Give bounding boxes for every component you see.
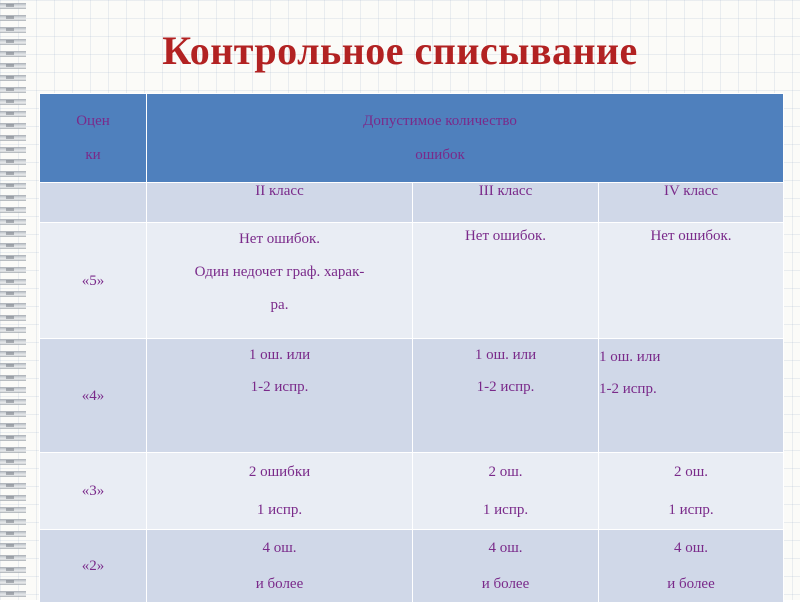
class-header-row <box>40 183 784 223</box>
table-cell <box>599 339 784 453</box>
class-label-4: IV класс <box>599 183 784 223</box>
cell-line: и более <box>481 576 530 592</box>
cell-line: 2 ош. <box>488 464 523 480</box>
cell-line: и более <box>255 576 304 592</box>
header-grades-line-2: ки <box>85 147 101 163</box>
cell-line: 4 ош. <box>262 540 297 556</box>
cell-line: 1-2 испр. <box>476 379 535 395</box>
table-header-row <box>40 94 784 183</box>
cell-line: Нет ошибок. <box>650 228 732 244</box>
spiral-holes <box>6 0 14 600</box>
cell-line: Один недочет граф. харак- <box>194 264 365 280</box>
table-cell <box>413 339 599 453</box>
cell-line: 1 ош. или <box>248 347 311 363</box>
table-cell <box>599 223 784 339</box>
cell-line: и более <box>667 576 715 592</box>
cell-line: Нет ошибок. <box>464 228 547 244</box>
table-row-grade-3 <box>40 453 784 530</box>
header-errors-cell <box>147 94 784 183</box>
grade-cell: «3» <box>40 453 147 530</box>
cell-line: 1-2 испр. <box>599 381 657 397</box>
table-cell <box>413 530 599 603</box>
cell-line: 2 ошибки <box>248 464 311 480</box>
cell-line: 1 ош. или <box>474 347 537 363</box>
cell-line: 4 ош. <box>488 540 523 556</box>
table-cell <box>599 530 784 603</box>
table-cell <box>413 453 599 530</box>
table-row-grade-4 <box>40 339 784 453</box>
header-errors-line-2: ошибок <box>415 147 465 163</box>
header-grades-line-1: Оцен <box>76 113 110 129</box>
header-errors-line-1: Допустимое количество <box>363 113 517 129</box>
cell-line: 1 испр. <box>482 502 529 518</box>
table-cell <box>413 223 599 339</box>
cell-line: 4 ош. <box>673 540 709 556</box>
cell-line: 1 испр. <box>668 502 714 518</box>
header-grades-cell <box>40 94 147 183</box>
table-cell <box>147 530 413 603</box>
class-label-2: II класс <box>147 183 413 223</box>
grade-cell: «5» <box>40 223 147 339</box>
table-cell <box>147 339 413 453</box>
class-label-3: III класс <box>413 183 599 223</box>
grades-table <box>39 93 784 603</box>
table-cell <box>599 453 784 530</box>
table-cell <box>147 223 413 339</box>
table-row-grade-5 <box>40 223 784 339</box>
grade-cell: «2» <box>40 530 147 603</box>
cell-line: 1-2 испр. <box>250 379 309 395</box>
table-row-grade-2 <box>40 530 784 603</box>
cell-line: Нет ошибок. <box>238 231 321 247</box>
cell-line: 1 ош. или <box>599 349 661 365</box>
cell-line: 1 испр. <box>256 502 303 518</box>
table-cell <box>147 453 413 530</box>
class-header-empty <box>40 183 147 223</box>
grade-cell: «4» <box>40 339 147 453</box>
cell-line: ра. <box>270 297 289 313</box>
cell-line: 2 ош. <box>673 464 709 480</box>
slide-title: Контрольное списывание <box>162 28 638 73</box>
